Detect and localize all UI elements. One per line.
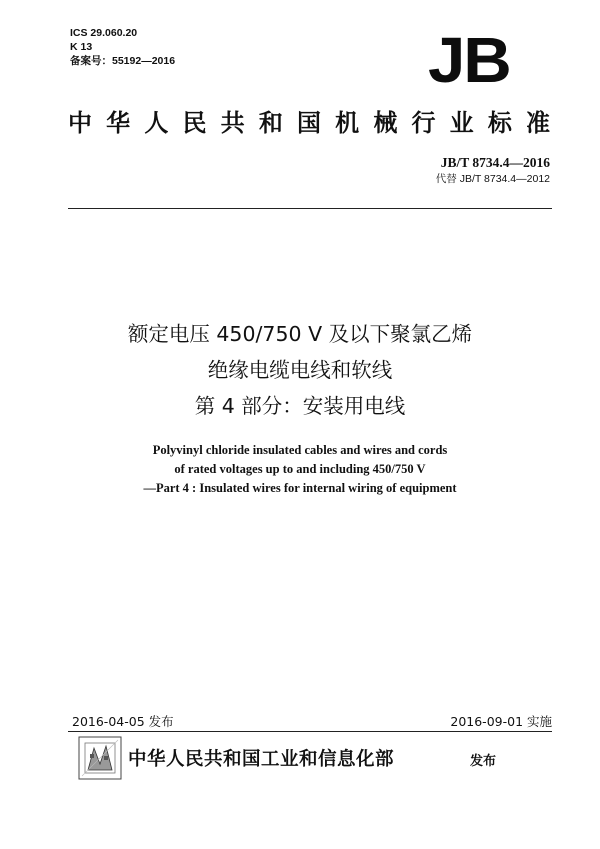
title-zh-line-3: 第 4 部分：安装用电线 xyxy=(194,394,406,418)
standard-number: JB/T 8734.4—2016 xyxy=(440,155,550,170)
jb-logo: JB xyxy=(428,24,510,96)
footer-issuer: 中华人民共和国工业和信息化部 xyxy=(128,749,395,770)
issue-date: 2016-04-05 发布 xyxy=(72,714,174,729)
record-number: 备案号：55192—2016 xyxy=(70,55,176,67)
title-en-line-3: —Part 4 : Insulated wires for internal wiring of equipment xyxy=(143,481,457,495)
title-en-line-2: of rated voltages up to and including 450/750 V xyxy=(174,462,426,476)
footer-publish: 发布 xyxy=(470,754,497,769)
ministry-emblem-icon xyxy=(76,734,124,782)
ics-code: ICS 29.060.20 xyxy=(70,27,138,39)
issuer-title: 中华人民共和国机械行业标准 xyxy=(68,109,552,137)
top-divider xyxy=(68,208,552,209)
implementation-date: 2016-09-01 实施 xyxy=(450,714,552,729)
title-zh-line-1: 额定电压 450/750 V 及以下聚氯乙烯 xyxy=(127,322,473,346)
title-en-line-1: Polyvinyl chloride insulated cables and wires and cords xyxy=(152,443,448,457)
bottom-divider xyxy=(68,731,552,732)
title-zh-line-2: 绝缘电缆电线和软线 xyxy=(207,358,393,382)
replaces-standard: 代替 JB/T 8734.4—2012 xyxy=(435,173,550,185)
ccs-code: K 13 xyxy=(70,41,93,53)
